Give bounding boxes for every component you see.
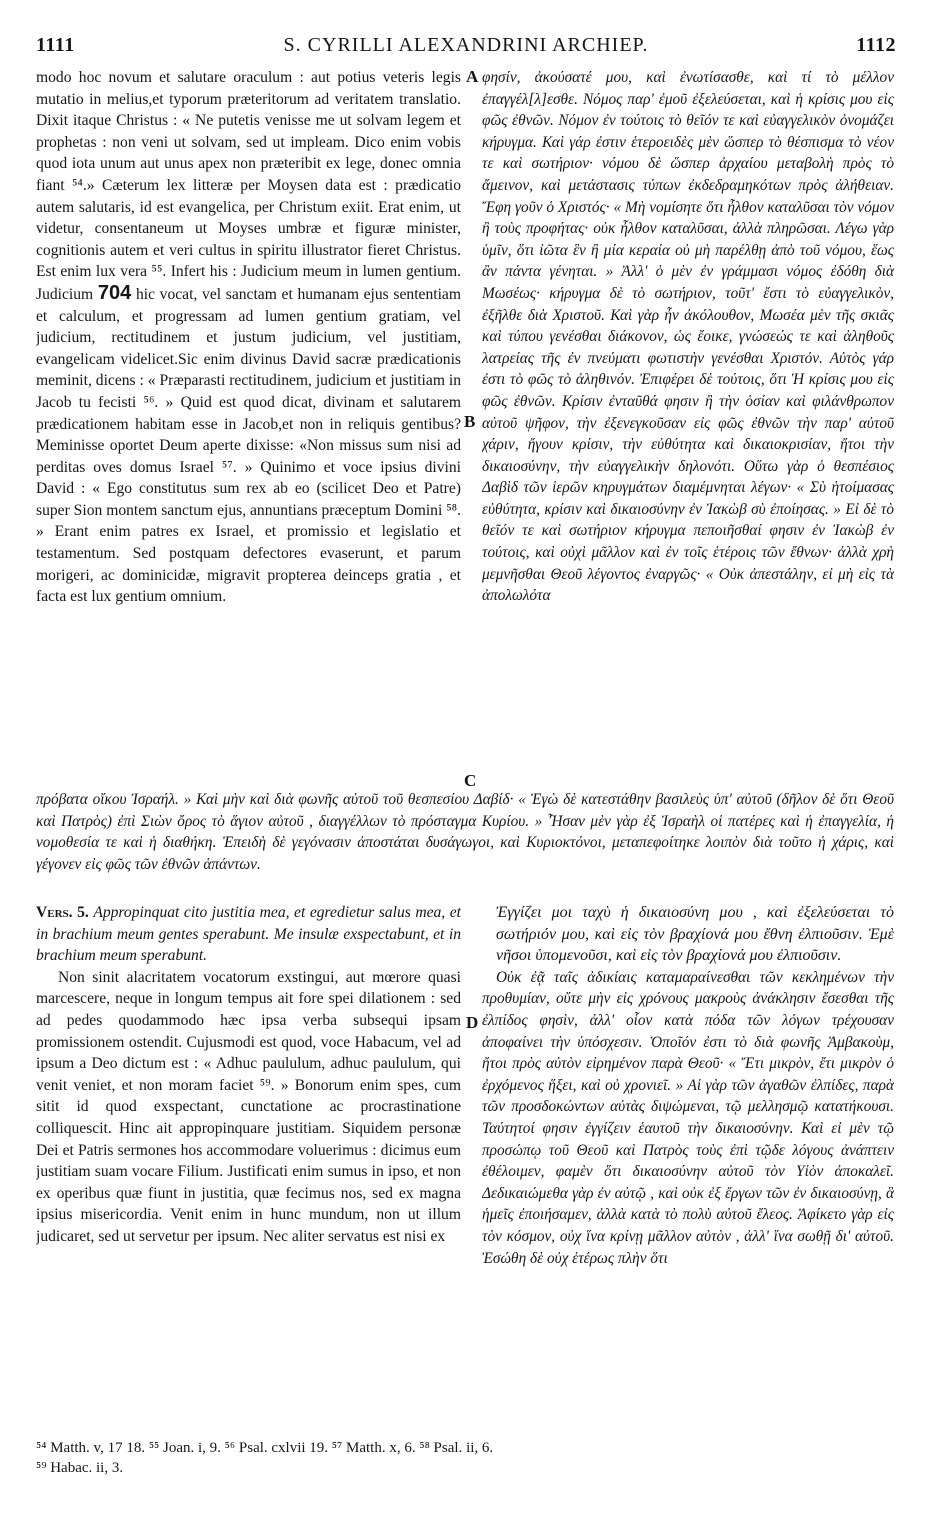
margin-letter-c: C (464, 771, 477, 790)
latin-column-top (36, 67, 461, 781)
latin-commentary: Non sinit alacritatem vocatorum exstingui, aut mœrore quasi marcescere, neque in longum tempus ait fore spei dilationem : sed ad pedes quodammodo hæc ipsa verba subsequi ipsam promissionem ostendit. Cujusmodi est quod, voce Habacum, vel ad ipsum a Deo dictum est : « Adhuc paululum, adhuc paululum, qui venit veniet, et non moram faciet ⁵⁹. » Bonorum enim spes, cum sitit id quod exspectant, cunctatione ac procrastinatione colliquescit. Hinc ait appropinquare justitiam. Siquidem personæ Dei et Patris sermones hos accommodare voluerimus : dicimus eum justitiam suam vocare Filium. Justificati enim sumus in ipso, et non ex operibus quæ fiunt in justitia, quæ fecimus nos, sed ex magna ipsius misericordia. Venit enim in hunc mundum, non ut illum judicaret, sed ut servetur per ipsum. Nec aliter servatus est nisi ex (36, 968, 461, 1245)
footnotes (36, 1438, 894, 1478)
verse-label: Vers. 5. (36, 904, 89, 921)
page-number-right: 1112 (856, 34, 896, 56)
footnote-line-2: ⁵⁹ Habac. ii, 3. (36, 1460, 124, 1476)
greek-commentary: Οὐκ ἐᾷ ταῖς ἀδικίαις καταμαραίνεσθαι τῶν κεκλημένων τὴν προθυμίαν, οὔτε μὴν εἰς χρόνους μακροὺς ἀνάκλησιν ἔσεσθαι τῆς ἐλπίδος φησὶν, ἀλλ' οἷον κατὰ πόδα τῶν λόγων τρέχουσαν ἀποφαίνει τὴν ὑπόσχεσιν. Ὁποῖόν ἐστι τὸ διὰ φωνῆς Ἀμβακοὺμ, ἤτοι πρὸς αὐτὸν εἰρημένον παρὰ Θεοῦ· « Ἔτι μικρὸν, ἔτι μικρὸν ὁ ἐρχόμενος ἥξει, καὶ οὐ χρονιεῖ. » Αἱ γὰρ τῶν ἀγαθῶν ἐλπίδες, παρὰ τῶν προσδοκώντων αὐτὰς διψώμεναι, τῷ μελλησμῷ κατατήκουσι. Ταύτητοί φησιν ἐγγίζειν ἑαυτοῦ τὴν δικαιοσύνην. Καὶ εἰ μὲν τῷ προσώπῳ τοῦ Θεοῦ καὶ Πατρὸς τοὺς ἐπὶ τῷδε λόγους ἀνάπτειν ἐθέλοιμεν, φαμὲν ὅτι δικαιοσύνην αὐτοῦ τὸν Υἱὸν ἀποκαλεῖ. Δεδικαιώμεθα γὰρ ἐν αὐτῷ , καὶ οὐκ ἐξ ἔργων τῶν ἐν δικαιοσύνῃ, ἃ ἡμεῖς ἐποιήσαμεν, ἀλλὰ κατὰ τὸ πολὺ αὐτοῦ ἔλεος. Ἀφίκετο γὰρ εἰς τὸν κόσμον, οὐχ ἵνα κρίνῃ μᾶλλον αὐτὸν , ἀλλ' ἵνα σωθῇ δι' αὐτοῦ. Ἐσώθη δὲ οὐχ ἑτέρως πλὴν ὅτι (482, 968, 894, 1267)
latin-verse (36, 902, 461, 967)
latin-text-part2: hic vocat, vel sanctam et humanam ejus sententiam et calculum, et progressam ad lumen gentium gratiam, vel judicium, rectitudinem et justum judicium, vel justitiam, evangelicam videlicet.Sic enim divinus David sacræ prædicationis meminit, dicens : « Præparasti rectitudinem, judicium et justitiam in Jacob tu fecisti ⁵⁶. » Quid est quod dicat, divinam et salutarem prædicationem habitam esse in Jacob,et non in reliquis gentibus? Meminisse oportet Deum aperte dixisse: «Non missus sum nisi ad perditas oves domus Israel ⁵⁷. » Quinimo et voce ipsius divini David : « Ego constitutus sum rex ab eo (scilicet Deo et Patre) super Sion montem sanctum ejus, annuntians præceptum Domini ⁵⁸. » Erant enim patres ex Israel, et promissio et legislatio et testamentum. Sed postquam defectores evaserunt, et parum morigeri, ac dominicidæ, migravit propterea deinceps gratia , et facta est lux gentium omnium. (36, 285, 461, 606)
greek-column-bottom (482, 902, 894, 1438)
latin-paragraph (36, 67, 461, 608)
greek-full-paragraph: πρόβατα οἴκου Ἰσραήλ. » Καὶ μὴν καὶ διὰ φωνῆς αὐτοῦ τοῦ θεσπεσίου Δαβίδ· « Ἐγὼ δὲ κατεστάθην βασιλεὺς ὑπ' αὐτοῦ (δῆλον δὲ ὅτι Θεοῦ καὶ Πατρὸς) ἐπὶ Σιὼν ὄρος τὸ ἅγιον αὐτοῦ , διαγγέλλων τὸ πρόσταγμα Κυρίου. » Ἦσαν μὲν γὰρ ἐξ Ἰσραὴλ οἱ πατέρες καὶ ἡ ἐπαγγελία, ἡ νομοθεσία τε καὶ ἡ διαθήκη. Ἐπειδὴ δὲ γεγόνασιν ἀποστάται δυσάγωγοι, καὶ Κυριοκτόνοι, μεταπεφοίτηκε λοιπὸν διὰ τοῦτο ἡ χάρις, καὶ γέγονεν εἰς φῶς τῶν ἐθνῶν ἁπάντων. (36, 791, 894, 873)
latin-text-part1: modo hoc novum et salutare oraculum : aut potius veteris legis mutatio in melius,et typorum præteritorum ad veritatem translatio. Dixit itaque Christus : « Ne putetis venisse me ut solvam legem et prophetas : non veni ut solvam, sed ut impleam. Dico enim vobis quod iota unum aut unus apex non præteribit ex lege, donec omnia fiant ⁵⁴.» Cæterum lex litteræ per Moysen data est : prædicatio autem salutaris, id est evangelica, per Christum exiit. Erat enim, ut videtur, consentaneum ut Moyses umbræ et figuræ minister, cognitionis autem et veri cultus in spiritu illustrator fieret Christus. Est enim lux vera ⁵⁵. Infert his : Judicium meum in lumen gentium. Judicium (36, 69, 461, 303)
margin-letter-b: B (464, 412, 476, 431)
greek-full-width-text (36, 789, 894, 899)
greek-column-top (482, 67, 894, 781)
margin-letter-d: D (466, 1013, 479, 1032)
latin-verse-text: Appropinquat cito justitia mea, et egredietur salus mea, et in brachium meum gentes sperabunt. Me insulæ exspectabunt, et in brachium meum sperabunt. (36, 904, 461, 965)
column-number-704: 704 (97, 281, 132, 304)
greek-paragraph: φησίν, ἀκούσατέ μου, καὶ ἐνωτίσασθε, καὶ τί τὸ μέλλον ἐπαγγέλ[λ]εσθε. Νόμος παρ' ἐμοῦ ἐξελεύσεται, καὶ ἡ κρίσις μου εἰς φῶς ἐθνῶν. Νόμον ἐν τούτοις τὸ θεῖόν τε καὶ εὐαγγελικὸν ὀνομάζει κήρυγμα. Καὶ γάρ ἐστιν ἑτεροειδὲς μὲν ὥσπερ τὸ θέσπισμα τὸ νέον τε καὶ σωτήριον· νόμου δὲ ὥσπερ ἀρχαίου μεταβολὴ πρὸς τὸ ἄμεινον, καὶ μετάστασις τύπων ἐκδεδραμηκότων πρὸς ἀλήθειαν. Ἔφη γοῦν ὁ Χριστός· « Μὴ νομίσητε ὅτι ἦλθον καταλῦσαι τὸν νόμον ἢ τοὺς προφήτας· οὐκ ἦλθον καταλῦσαι, ἀλλὰ πληρῶσαι. Λέγω γὰρ ὑμῖν, ὅτι ἰῶτα ἓν ἢ μία κεραία οὐ μὴ παρέλθῃ ἀπὸ τοῦ νόμου, ἕως ἂν πάντα γένηται. » Ἀλλ' ὁ μὲν ἐν γράμμασι νόμος ἐδόθη διὰ Μωσέως· κήρυγμα δὲ τὸ σωτήριον, τοῦτ' ἔστι τὸ εὐαγγελικὸν, ἐξῆλθε διὰ Χριστοῦ. Καὶ γὰρ ἦν ἀκόλουθον, Μωσέα μὲν τῆς σκιᾶς καὶ τύπου γενέσθαι διάκονον, ὡς ἔοικε, γνώσεώς τε καὶ ἀληθοῦς λατρείας τῆς ἐν πνεύματι φωτιστὴν γενέσθαι Χριστόν. Αὐτὸς γάρ ἐστι τὸ φῶς τὸ ἀληθινόν. Ἐπιφέρει δὲ τούτοις, ὅτι Ἡ κρίσις μου εἰς φῶς ἐθνῶν. Κρίσιν ἐνταῦθά φησιν ἢ τὴν ὁσίαν καὶ φιλάνθρωπον αὐτοῦ ψῆφον, τὴν ἐξενεγκοῦσαν εἰς φῶς ἐθνῶν τὴν παρ' αὐτοῦ χάριν, ἤγουν κρίσιν, τὴν εὐθύτητα καὶ δικαιοκρισίαν, ἤτοι τὴν δικαιοσύνην, τὴν εὐαγγελικὴν δηλονότι. Οὕτω γὰρ ὁ θεσπέσιος Δαβὶδ τῶν ἱερῶν κηρυγμάτων διαμέμνηται λέγων· « Σὺ ἡτοίμασας εὐθύτητα, κρίσιν καὶ δικαιοσύνην ἐν Ἰακὼβ σὺ ἐποίησας. » Εἰ δὲ τὸ θεῖόν τε καὶ σωτήριον κήρυγμα πεποιῆσθαί φησιν ἐν Ἰακὼβ ἐν τούτοις, καὶ οὐχὶ μᾶλλον καὶ ἐν τοῖς ἑτέροις τῶν ἔθνων· ἀλλὰ χρὴ μεμνῆσθαι Θεοῦ λέγοντος ἐναργῶς· « Οὐκ ἀπεστάλην, εἰ μὴ εἰς τὰ ἀπολωλότα (482, 69, 894, 605)
latin-column-bottom (36, 902, 461, 1438)
margin-letter-a: A (466, 67, 479, 86)
page-number-left: 1111 (36, 34, 75, 56)
running-title: S. CYRILLI ALEXANDRINI ARCHIEP. (283, 34, 649, 56)
greek-verse: Ἐγγίζει μοι ταχὺ ἡ δικαιοσύνη μου , καὶ ἐξελεύσεται τὸ σωτήριόν μου, καὶ εἰς τὸν βραχίονά μου ἔθνη ἐλπιοῦσιν. Ἐμὲ νῆσοι ὑπομενοῦσι, καὶ εἰς τὸν βραχίονά μου ἐλπιοῦσιν. (496, 904, 894, 965)
footnote-line-1: ⁵⁴ Matth. v, 17 18. ⁵⁵ Joan. i, 9. ⁵⁶ Psal. cxlvii 19. ⁵⁷ Matth. x, 6. ⁵⁸ Psal. ii, 6. (36, 1440, 494, 1456)
running-header (36, 34, 896, 62)
